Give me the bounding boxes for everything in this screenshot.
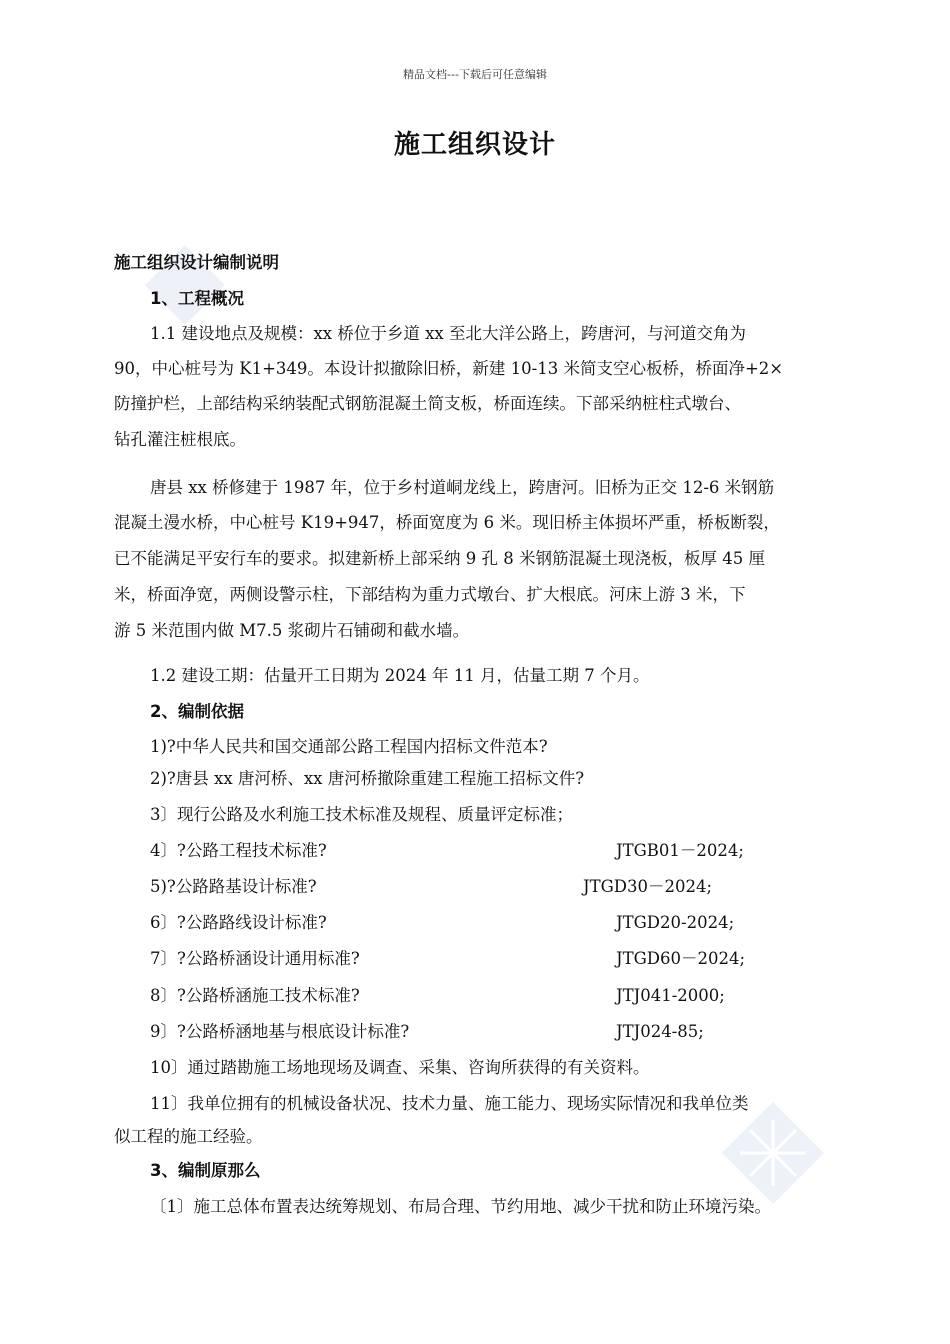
standard-code-9: JTJ024-85;	[616, 1022, 704, 1041]
standard-name-7: 7〕?公路桥涵设计通用标准?	[150, 949, 360, 968]
basis-item-2: 2)?唐县 xx 唐河桥、xx 唐河桥撤除重建工程施工招标文件?	[150, 769, 585, 788]
document-title: 施工组织设计	[393, 130, 556, 160]
standard-code-6: JTGD20-2024;	[616, 913, 735, 932]
basis-item-10: 10〕通过踏勘施工场地现场及调查、采集、咨询所获得的有关资料。	[150, 1058, 650, 1077]
schedule-text: 1.2 建设工期：估量开工日期为 2024 年 11 月，估量工期 7 个月。	[150, 666, 650, 685]
basis-item-1: 1)?中华人民共和国交通部公路工程国内招标文件范本?	[150, 737, 548, 756]
para-2-line-5: 游 5 米范围内做 M7.5 浆砌片石铺砌和截水墙。	[114, 621, 470, 640]
basis-item-11-line-2: 似工程的施工经验。	[114, 1127, 263, 1146]
section-heading: 施工组织设计编制说明	[114, 253, 279, 272]
para-1-line-3: 防撞护栏，上部结构采纳装配式钢筋混凝土简支板，桥面连续。下部采纳桩柱式墩台、	[114, 394, 741, 413]
standard-name-8: 8〕?公路桥涵施工技术标准?	[150, 986, 360, 1005]
para-1-line-4: 钻孔灌注桩根底。	[114, 430, 246, 449]
para-2-line-4: 米，桥面净宽，两侧设警示柱，下部结构为重力式墩台、扩大根底。河床上游 3 米，下	[114, 585, 746, 604]
para-1-line-1: 1.1 建设地点及规模：xx 桥位于乡道 xx 至北大洋公路上，跨唐河，与河道交角为	[150, 324, 746, 343]
standard-name-5: 5)?公路路基设计标准?	[150, 877, 317, 896]
header-note: 精品文档---下载后可任意编辑	[403, 68, 547, 81]
standard-name-6: 6〕?公路路线设计标准?	[150, 913, 327, 932]
principle-item-1: 〔1〕施工总体布置表达统筹规划、布局合理、节约用地、减少干扰和防止环境污染。	[150, 1197, 771, 1216]
standard-name-9: 9〕?公路桥涵地基与根底设计标准?	[150, 1022, 410, 1041]
basis-item-11-line-1: 11〕我单位拥有的机械设备状况、技术力量、施工能力、现场实际情况和我单位类	[150, 1094, 749, 1113]
standard-name-4: 4〕?公路工程技术标准?	[150, 841, 327, 860]
heading-2: 2、编制依据	[150, 702, 244, 721]
para-1-line-2: 90，中心桩号为 K1+349。本设计拟撤除旧桥，新建 10-13 米简支空心板桥，桥面净+2×	[114, 359, 784, 378]
standard-code-8: JTJ041-2000;	[616, 986, 725, 1005]
para-2-line-3: 已不能满足平安行车的要求。拟建新桥上部采纳 9 孔 8 米钢筋混凝土现浇板，板厚 45 厘	[114, 549, 765, 568]
para-2-line-1: 唐县 xx 桥修建于 1987 年，位于乡村道峒龙线上，跨唐河。旧桥为正交 12-6 米钢筋	[150, 478, 775, 497]
heading-3: 3、编制原那么	[150, 1161, 261, 1180]
para-2-line-2: 混凝土漫水桥，中心桩号 K19+947，桥面宽度为 6 米。现旧桥主体损坏严重，桥板断裂，	[114, 513, 780, 532]
standard-code-4: JTGB01－2024;	[616, 841, 744, 860]
standard-code-7: JTGD60－2024;	[616, 949, 746, 968]
heading-1: 1、工程概况	[150, 289, 244, 308]
basis-item-3: 3〕现行公路及水利施工技术标准及规程、质量评定标准；	[150, 805, 573, 824]
standard-code-5: JTGD30－2024;	[583, 877, 713, 896]
